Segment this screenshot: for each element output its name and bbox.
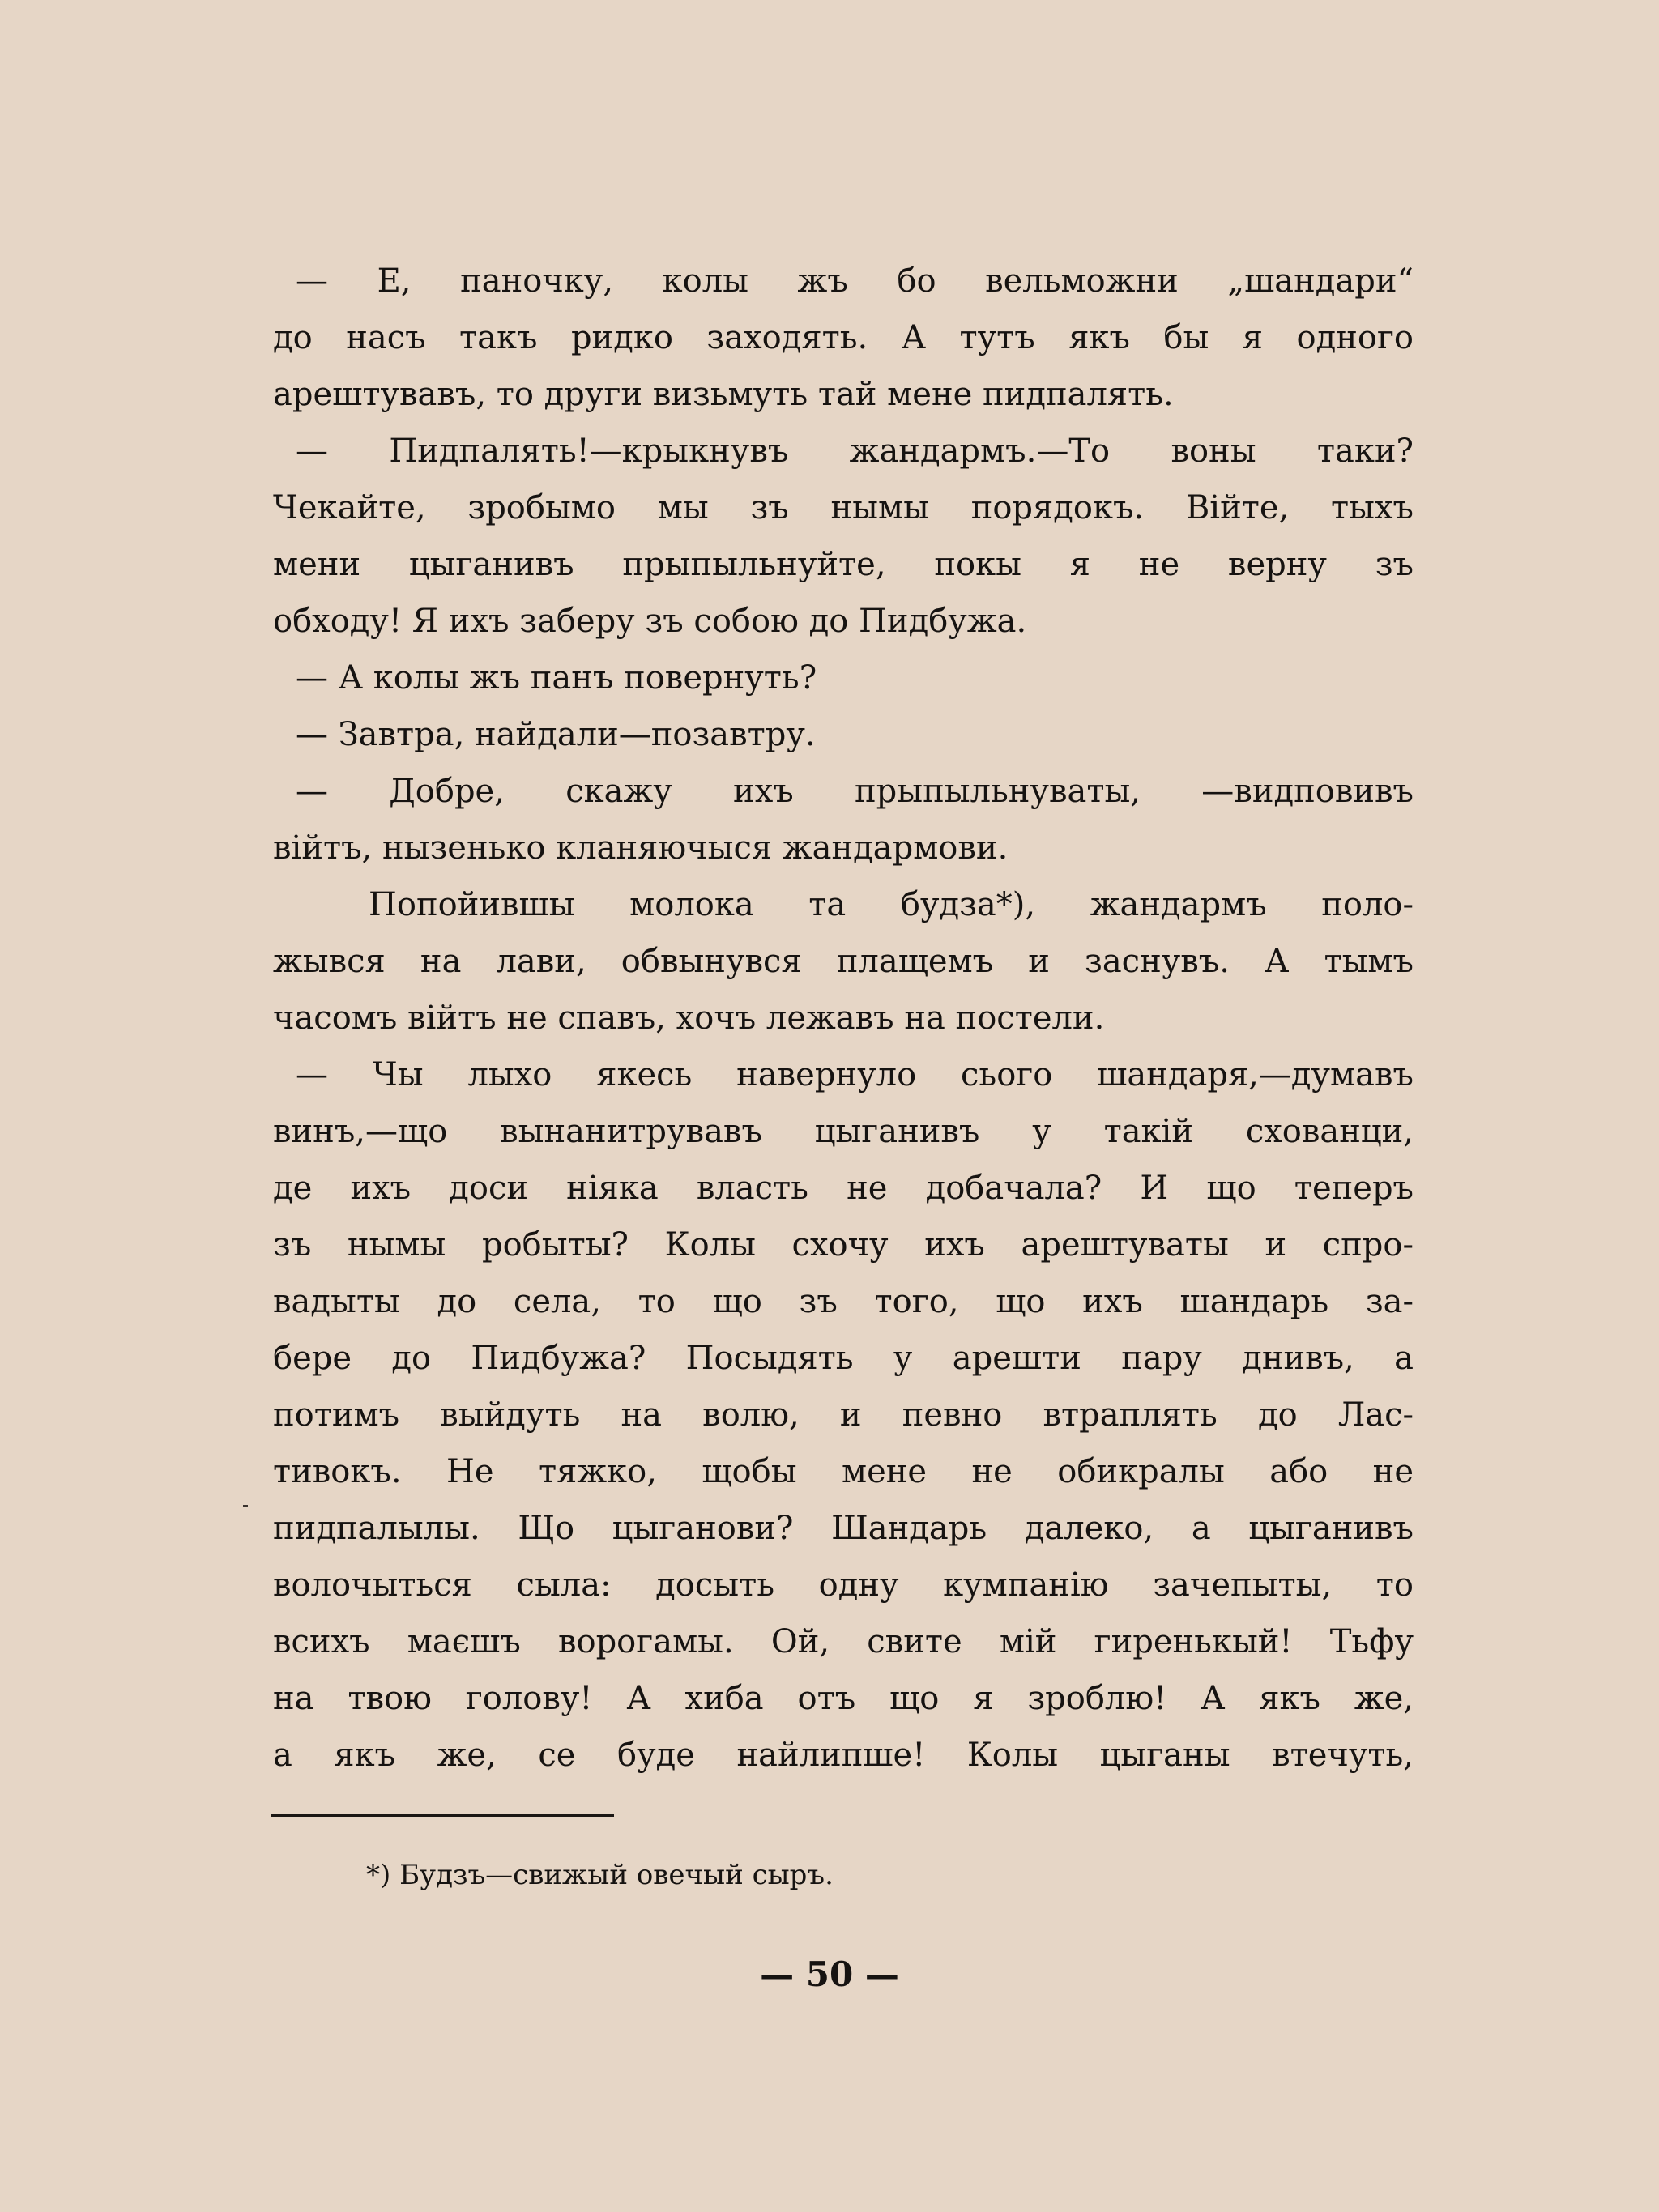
text-line: а якъ же, се буде найлипше! Колы цыганы втечуть, [273, 1737, 1414, 1774]
footnote: *) Будзъ—свижый овечый сыръ. [366, 1859, 834, 1891]
text-line: обходу! Я ихъ заберу зъ собою до Пидбужа. [273, 603, 1027, 640]
text-line: винъ,—що вынанитрувавъ цыганивъ у такій схованци, [273, 1113, 1414, 1150]
text-line: арештувавъ, то други визьмуть тай мене пидпалять. [273, 376, 1174, 413]
footnote-rule [271, 1814, 614, 1817]
text-line: мени цыганивъ прыпыльнуйте, покы я не верну зъ [273, 546, 1414, 583]
text-line: на твою голову! А хиба отъ що я зроблю! А якъ же, [273, 1680, 1414, 1717]
text-line: волочыться сыла: досыть одну кумпанію зачепыты, то [273, 1566, 1414, 1604]
margin-mark [243, 1505, 248, 1507]
text-line: Попойившы молока та будза*), жандармъ поло- [369, 886, 1414, 923]
text-line: — Е, паночку, колы жъ бо вельможни „шандари“ [296, 262, 1414, 300]
text-line: Чекайте, зробымо мы зъ нымы порядокъ. Війте, тыхъ [273, 489, 1414, 526]
page-body [273, 253, 1414, 1784]
text-line: зъ нымы робыты? Колы схочу ихъ арештуваты и спро- [273, 1226, 1414, 1264]
text-line: всихъ маєшъ ворогамы. Ой, свите мій гиренькый! Тьфу [273, 1623, 1414, 1660]
text-line: часомъ війтъ не спавъ, хочъ лежавъ на постели. [273, 999, 1105, 1037]
page-number: — 50 — [760, 1954, 899, 1994]
text-line: пидпалылы. Що цыганови? Шандарь далеко, а цыганивъ [273, 1510, 1414, 1547]
text-line: — Пидпалять!—крыкнувъ жандармъ.—То воны таки? [296, 433, 1414, 470]
text-line: до насъ такъ ридко заходять. А тутъ якъ бы я одного [273, 319, 1414, 356]
text-line: — Добре, скажу ихъ прыпыльнуваты, —видповивъ [296, 773, 1414, 810]
text-line: тивокъ. Не тяжко, щобы мене не обикралы або не [273, 1453, 1414, 1490]
text-line: потимъ выйдуть на волю, и певно втраплять до Лас- [273, 1396, 1414, 1434]
text-line: — А колы жъ панъ повернуть? [296, 659, 817, 697]
text-line: війтъ, нызенько кланяючыся жандармови. [273, 829, 1009, 867]
text-line: бере до Пидбужа? Посыдять у арешти пару днивъ, а [273, 1340, 1414, 1377]
text-line: жывся на лави, обвынувся плащемъ и заснувъ. А тымъ [273, 943, 1414, 980]
text-line: — Чы лыхо якесь навернуло сього шандаря,—думавъ [296, 1056, 1414, 1093]
text-line: вадыты до села, то що зъ того, що ихъ шандарь за- [273, 1283, 1414, 1320]
text-line: де ихъ доси ніяка власть не добачала? И що теперъ [273, 1170, 1414, 1207]
text-line: — Завтра, найдали—позавтру. [296, 716, 816, 753]
